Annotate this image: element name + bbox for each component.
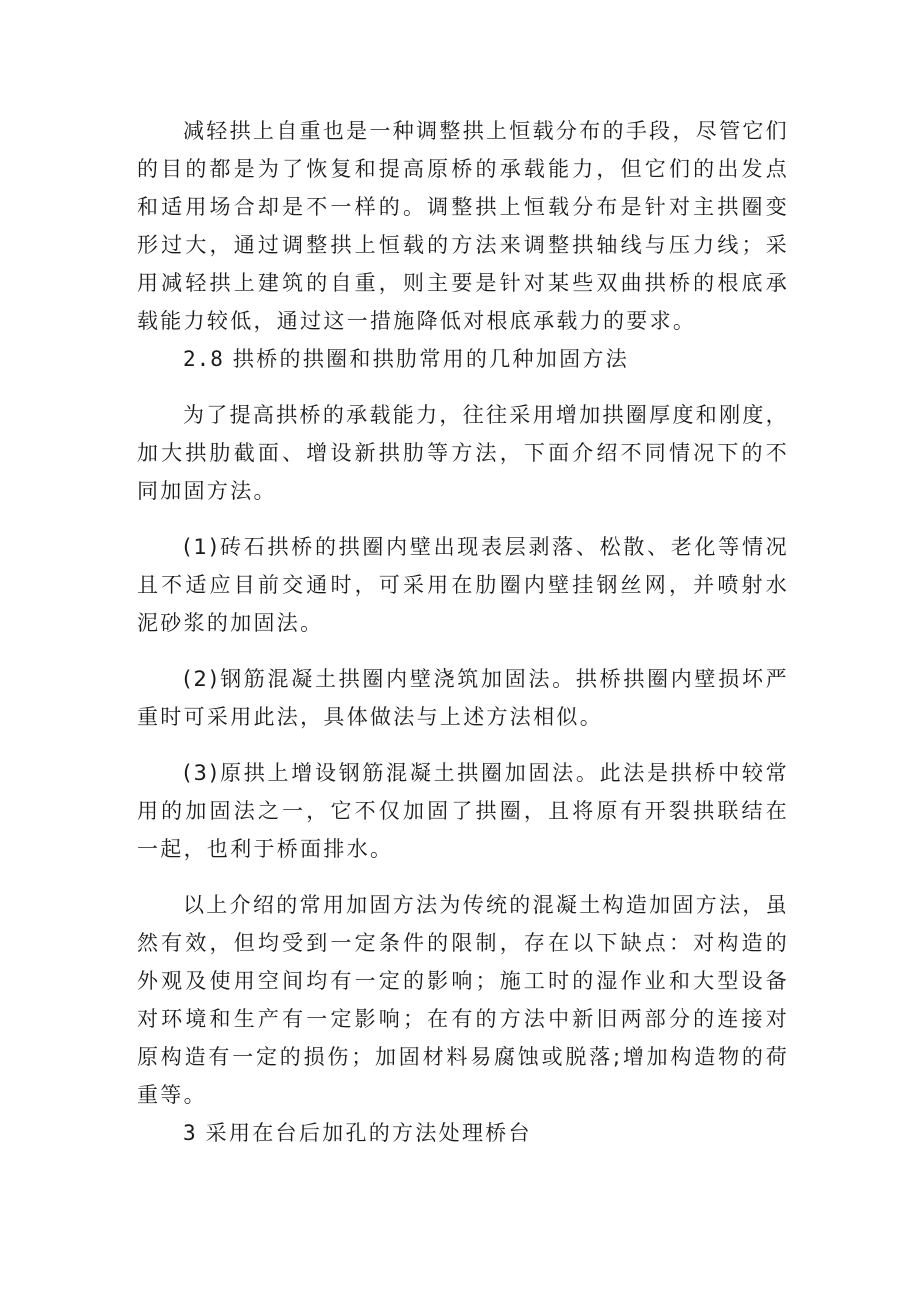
section-number: 3 [183, 1121, 197, 1145]
document-body [137, 112, 789, 1152]
paragraph-method-2: (2)钢筋混凝土拱圈内壁浇筑加固法。拱桥拱圈内壁损坏严重时可采用此法，具体做法与上述方法相似。 [137, 667, 789, 729]
section-number: 2.8 [183, 347, 224, 371]
section-heading-2-8 [137, 340, 789, 378]
paragraph-method-3: (3)原拱上增设钢筋混凝土拱圈加固法。此法是拱桥中较常用的加固法之一，它不仅加固了拱圈，且将原有开裂拱联结在一起，也利于桥面排水。 [137, 761, 789, 861]
paragraph-limitations: 以上介绍的常用加固方法为传统的混凝土构造加固方法，虽然有效，但均受到一定条件的限制，存在以下缺点：对构造的外观及使用空间均有一定的影响；施工时的湿作业和大型设备对环境和生产有一定影响；在有的方法中新旧两部分的连接对原构造有一定的损伤；加固材料易腐蚀或脱落;增加构造物的荷重等。 [137, 893, 789, 1107]
section-heading-3 [137, 1114, 789, 1152]
paragraph-method-1: (1)砖石拱桥的拱圈内壁出现表层剥落、松散、老化等情况且不适应目前交通时，可采用在肋圈内壁挂钢丝网，并喷射水泥砂浆的加固法。 [137, 535, 789, 635]
paragraph-reinforcement-intro: 为了提高拱桥的承载能力，往往采用增加拱圈厚度和刚度，加大拱肋截面、增设新拱肋等方法，下面介绍不同情况下的不同加固方法。 [137, 403, 789, 503]
section-title: 采用在台后加孔的方法处理桥台 [205, 1121, 532, 1145]
paragraph-reduce-self-weight: 减轻拱上自重也是一种调整拱上恒载分布的手段，尽管它们的目的都是为了恢复和提高原桥的承载能力，但它们的出发点和适用场合却是不一样的。调整拱上恒载分布是针对主拱圈变形过大，通过调整拱上恒载的方法来调整拱轴线与压力线；采用减轻拱上建筑的自重，则主要是针对某些双曲拱桥的根底承载能力较低，通过这一措施降低对根底承载力的要求。 [137, 119, 789, 333]
section-title: 拱桥的拱圈和拱肋常用的几种加固方法 [232, 347, 630, 371]
